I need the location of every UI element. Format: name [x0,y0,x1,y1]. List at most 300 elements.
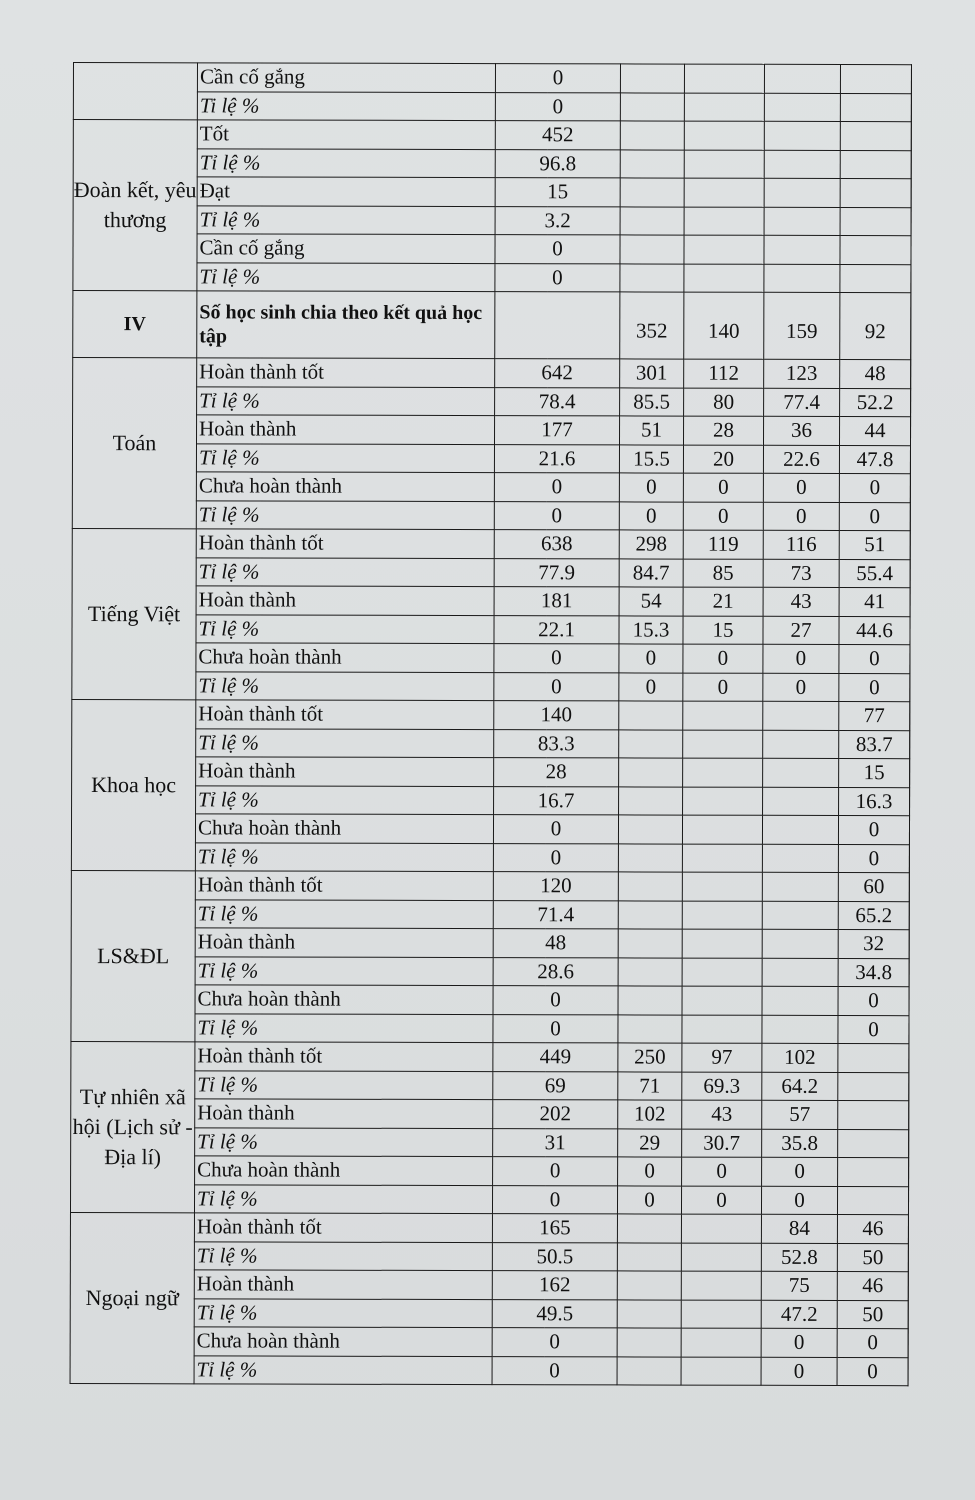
value-cell: 69 [493,1071,618,1100]
value-cell: 48 [840,360,911,389]
row-label: Hoàn thành [195,1099,493,1128]
row-label: Tỉ lệ % [197,148,495,177]
value-cell: 52.8 [761,1243,837,1272]
table-row [70,1212,908,1243]
value-cell: 15.3 [619,615,683,644]
value-cell: 0 [494,501,619,530]
value-cell: 22.1 [494,615,619,644]
row-label: Chưa hoàn thành [196,472,494,501]
table-row [72,500,910,531]
value-cell: 162 [492,1271,617,1300]
table-row [73,120,911,151]
value-cell [762,958,838,987]
value-cell: 250 [618,1043,682,1072]
value-cell [618,1014,682,1043]
value-cell [762,986,838,1015]
value-cell [620,121,684,150]
row-label: Tỉ lệ % [194,1184,492,1213]
value-cell [684,150,764,179]
table-row [72,614,910,645]
value-cell [682,929,762,958]
value-cell: 0 [493,815,618,844]
value-cell: 55.4 [839,559,910,588]
row-label: Tỉ lệ % [196,500,494,529]
value-cell: 77.4 [764,388,840,417]
doan-ket-label: Đoàn kết, yêu thương [73,120,197,291]
value-cell: 0 [495,64,620,93]
value-cell: 0 [763,673,839,702]
value-cell: 36 [764,416,840,445]
value-cell: 0 [619,501,683,530]
value-cell [618,843,682,872]
value-cell: 452 [495,121,620,150]
value-cell: 0 [682,1157,762,1186]
table-row [70,1241,908,1272]
value-cell [682,986,762,1015]
value-cell: 0 [763,473,839,502]
value-cell [681,1328,761,1357]
table-row [71,984,909,1015]
table-row [70,1355,908,1386]
value-cell [619,786,683,815]
value-cell [617,1214,681,1243]
value-cell [682,958,762,987]
value-cell [620,206,684,235]
value-cell: 96.8 [495,149,620,178]
value-cell: 46 [837,1272,908,1301]
table-row [73,63,911,94]
value-cell: 0 [839,474,910,503]
value-cell [618,986,682,1015]
value-cell: 28 [494,758,619,787]
table-row [71,1041,909,1072]
value-cell: 69.3 [682,1072,762,1101]
value-cell [840,207,911,236]
value-cell: 75 [761,1271,837,1300]
value-cell: 116 [763,530,839,559]
value-cell: 0 [761,1186,837,1215]
value-cell: 0 [493,1014,618,1043]
value-cell: 123 [764,359,840,388]
value-cell: 35.8 [762,1129,838,1158]
row-label: Tỉ lệ % [195,899,493,928]
table-row [71,899,909,930]
table-row [73,386,911,417]
value-cell: 0 [683,502,763,531]
row-label: Chưa hoàn thành [195,985,493,1014]
value-cell: 32 [838,930,909,959]
value-cell [681,1300,761,1329]
value-cell: 47.8 [839,445,910,474]
value-cell: 77.9 [494,558,619,587]
section-header-row [73,291,911,360]
table-row [72,443,910,474]
value-cell: 181 [494,587,619,616]
row-label: Đạt [197,177,495,206]
value-cell: 84 [761,1214,837,1243]
value-cell: 83.7 [839,730,910,759]
value-cell: 202 [493,1100,618,1129]
section-total-cell: 159 [764,292,840,359]
table-row [73,234,911,265]
value-cell [838,1158,909,1187]
row-label: Tỉ lệ % [196,728,494,757]
value-cell: 0 [838,987,909,1016]
row-label: Tỉ lệ % [196,443,494,472]
value-cell [840,179,911,208]
row-label: Hoàn thành tốt [197,358,495,387]
value-cell [619,729,683,758]
value-cell: 0 [838,816,909,845]
table-row [71,870,909,901]
value-cell: 301 [620,359,684,388]
value-cell: 65.2 [838,901,909,930]
value-cell: 85.5 [620,387,684,416]
value-cell [762,815,838,844]
value-cell: 78.4 [495,387,620,416]
value-cell: 0 [763,502,839,531]
subject-label: Khoa học [71,699,195,870]
value-cell [838,1072,909,1101]
value-cell [618,957,682,986]
value-cell: 0 [619,672,683,701]
value-cell [681,1243,761,1272]
row-label: Chưa hoàn thành [195,814,493,843]
row-label: Tỉ lệ % [196,557,494,586]
table-row [70,1184,908,1215]
row-label: Hoàn thành tốt [195,871,493,900]
value-cell [617,1356,681,1385]
row-label: Tỉ lệ % [194,1298,492,1327]
row-label: Hoàn thành [196,586,494,615]
value-cell [763,758,839,787]
value-cell: 20 [683,445,763,474]
value-cell: 0 [492,1185,617,1214]
value-cell: 22.6 [763,445,839,474]
row-label: Hoàn thành tốt [196,700,494,729]
value-cell [762,872,838,901]
value-cell [762,929,838,958]
row-label: Tốt [197,120,495,149]
value-cell [620,178,684,207]
value-cell: 97 [682,1043,762,1072]
table-row [72,557,910,588]
row-label: Tỉ lệ % [196,614,494,643]
value-cell: 34.8 [838,958,909,987]
value-cell: 71 [618,1071,682,1100]
value-cell [682,815,762,844]
value-cell: 0 [761,1328,837,1357]
value-cell [762,901,838,930]
value-cell [681,1271,761,1300]
value-cell [839,502,910,531]
value-cell [620,92,684,121]
value-cell: 71.4 [493,900,618,929]
value-cell: 0 [683,473,763,502]
value-cell: 0 [681,1186,761,1215]
value-cell: 638 [494,530,619,559]
section-total-cell: 352 [620,292,684,359]
row-label: Hoàn thành tốt [194,1213,492,1242]
value-cell: 29 [618,1128,682,1157]
value-cell [683,758,763,787]
table-row [70,1326,908,1357]
value-cell [619,758,683,787]
value-cell [618,872,682,901]
value-cell: 16.7 [494,786,619,815]
value-cell [762,1015,838,1044]
row-label: Hoàn thành [196,757,494,786]
table-row [71,927,909,958]
value-cell: 50 [837,1243,908,1272]
top-group-label [73,63,197,120]
value-cell: 119 [683,530,763,559]
value-cell [837,1186,908,1215]
row-label: Tỉ lệ % [195,956,493,985]
row-label: Chưa hoàn thành [196,643,494,672]
value-cell: 21.6 [494,444,619,473]
value-cell [763,701,839,730]
value-cell: 77 [839,702,910,731]
value-cell: 0 [492,1356,617,1385]
value-cell [681,1357,761,1386]
value-cell [838,844,909,873]
value-cell: 44 [839,417,910,446]
value-cell [764,235,840,264]
value-cell [617,1328,681,1357]
value-cell [763,730,839,759]
value-cell: 0 [494,672,619,701]
table-row [73,91,911,122]
value-cell: 0 [761,1357,837,1386]
value-cell: 0 [763,644,839,673]
row-label: Hoàn thành [195,928,493,957]
subject-label: Tiếng Việt [72,528,196,699]
section-number: IV [73,291,197,358]
value-cell [838,1101,909,1130]
table-row [71,1155,909,1186]
value-cell: 0 [495,263,620,292]
value-cell [681,1214,761,1243]
table-row [72,642,910,673]
value-cell: 642 [495,359,620,388]
value-cell: 0 [494,473,619,502]
value-cell: 21 [683,587,763,616]
value-cell: 85 [683,559,763,588]
value-cell: 0 [683,644,763,673]
table-row [71,1127,909,1158]
table-row [73,262,911,293]
value-cell: 120 [493,872,618,901]
section-total-cell [495,292,620,359]
value-cell: 16.3 [839,787,910,816]
value-cell: 43 [682,1100,762,1129]
value-cell: 0 [683,673,763,702]
row-label: Hoàn thành tốt [196,529,494,558]
value-cell [764,64,840,93]
value-cell [684,178,764,207]
table-row [71,842,909,873]
value-cell: 298 [619,530,683,559]
value-cell: 84.7 [619,558,683,587]
value-cell [684,264,764,293]
value-cell [617,1299,681,1328]
table-row [72,785,910,816]
value-cell: 0 [492,1328,617,1357]
table-row [73,415,911,446]
value-cell [618,929,682,958]
value-cell: 60 [838,873,909,902]
value-cell [762,844,838,873]
value-cell [837,1329,908,1358]
value-cell: 28 [684,416,764,445]
value-cell [840,65,911,94]
table-row [73,205,911,236]
value-cell: 449 [493,1043,618,1072]
subject-label: LS&ĐL [71,870,195,1041]
row-label: Hoàn thành [197,415,495,444]
table-row [72,528,910,559]
row-label: Tỉ lệ % [195,1127,493,1156]
value-cell: 50 [837,1300,908,1329]
value-cell: 83.3 [494,729,619,758]
value-cell: 15 [839,759,910,788]
subject-label: Toán [72,358,196,529]
value-cell [684,121,764,150]
value-cell: 27 [763,616,839,645]
row-label: Hoàn thành tốt [195,1042,493,1071]
row-label: Tỉ lệ % [197,205,495,234]
row-label: Tỉ lệ % [197,386,495,415]
value-cell [840,93,911,122]
section-total-cell: 140 [684,292,764,359]
value-cell: 0 [837,1357,908,1386]
value-cell: 49.5 [492,1299,617,1328]
value-cell [682,872,762,901]
row-label: Tỉ lệ % [196,785,494,814]
value-cell [684,207,764,236]
row-label: Tỉ lệ % [197,262,495,291]
table-row [72,756,910,787]
table-row [71,1098,909,1129]
table-row [73,358,911,389]
value-cell: 57 [762,1100,838,1129]
row-label: Tỉ lệ % [194,1355,492,1384]
value-cell [620,64,684,93]
value-cell [838,1015,909,1044]
value-cell [840,122,911,151]
row-label: Chưa hoàn thành [194,1327,492,1356]
value-cell: 43 [763,587,839,616]
table-row [71,813,909,844]
subject-label: Tự nhiên xã hội (Lịch sử - Địa lí) [70,1041,194,1212]
row-label: Tỉ lệ % [195,1070,493,1099]
row-label: Chưa hoàn thành [195,1156,493,1185]
value-cell [840,264,911,293]
row-label: Hoàn thành [194,1270,492,1299]
value-cell: 41 [839,588,910,617]
value-cell: 0 [493,986,618,1015]
value-cell: 31 [493,1128,618,1157]
value-cell: 102 [762,1043,838,1072]
value-cell: 102 [618,1100,682,1129]
row-label: Tỉ lệ % [194,1241,492,1270]
value-cell [840,236,911,265]
value-cell [618,900,682,929]
value-cell [682,1015,762,1044]
value-cell: 15 [683,616,763,645]
value-cell: 140 [494,701,619,730]
value-cell [620,149,684,178]
value-cell: 3.2 [495,206,620,235]
table-row [72,471,910,502]
table-row [73,177,911,208]
value-cell: 15.5 [619,444,683,473]
value-cell: 52.2 [840,388,911,417]
value-cell [764,150,840,179]
value-cell [683,787,763,816]
value-cell [763,787,839,816]
value-cell: 0 [617,1185,681,1214]
table-row [71,1070,909,1101]
value-cell [683,730,763,759]
value-cell: 0 [762,1157,838,1186]
results-table [70,62,912,1386]
value-cell [764,93,840,122]
value-cell: 54 [619,587,683,616]
section-total-cell: 92 [840,293,911,360]
value-cell: 165 [492,1214,617,1243]
value-cell: 80 [684,388,764,417]
value-cell [620,263,684,292]
table-row [71,956,909,987]
value-cell: 0 [493,1157,618,1186]
value-cell: 50.5 [492,1242,617,1271]
row-label: Ti lệ % [197,91,495,120]
value-cell: 0 [618,1157,682,1186]
value-cell [684,93,764,122]
value-cell [838,1129,909,1158]
value-cell [683,701,763,730]
row-label: Tỉ lệ % [195,1013,493,1042]
value-cell: 0 [493,843,618,872]
value-cell: 0 [619,644,683,673]
value-cell: 0 [495,92,620,121]
value-cell: 44.6 [839,616,910,645]
value-cell [764,178,840,207]
value-cell [838,1044,909,1073]
value-cell [764,264,840,293]
row-label: Tỉ lệ % [196,671,494,700]
table-row [71,1013,909,1044]
section-title: Số học sinh chia theo kết quả học tập [197,291,495,359]
value-cell [619,701,683,730]
value-cell [684,64,764,93]
subject-label: Ngoại ngữ [70,1212,194,1383]
value-cell [764,207,840,236]
value-cell: 112 [684,359,764,388]
table-row [72,699,910,730]
value-cell [682,901,762,930]
value-cell: 46 [837,1215,908,1244]
row-label: Cần cố gắng [197,63,495,92]
value-cell [839,673,910,702]
value-cell [618,815,682,844]
value-cell [617,1271,681,1300]
value-cell: 0 [495,235,620,264]
value-cell: 47.2 [761,1300,837,1329]
value-cell [620,235,684,264]
